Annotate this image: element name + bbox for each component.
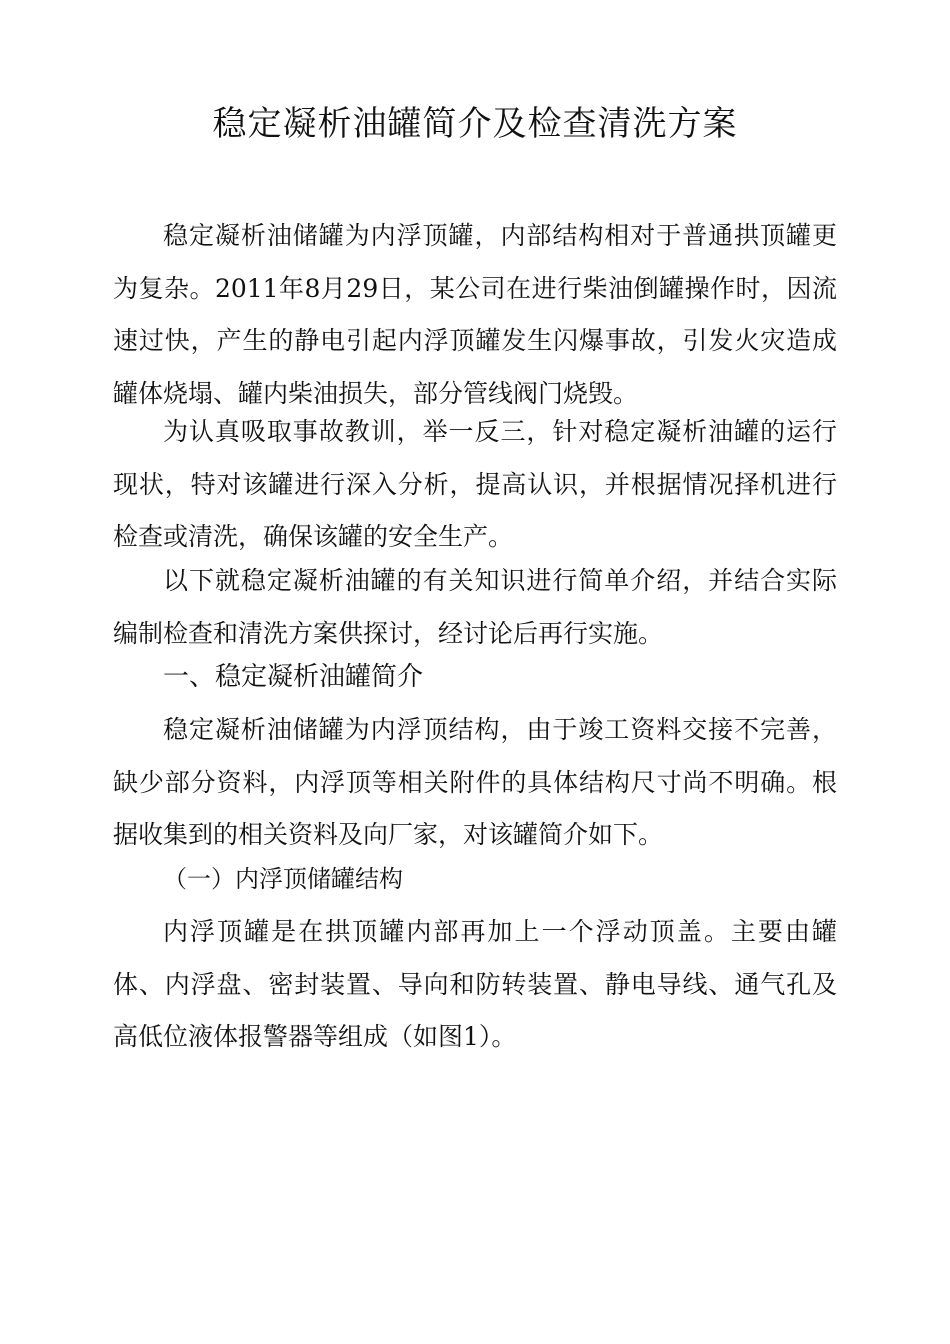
document-title: 稳定凝析油罐简介及检查清洗方案 [212, 104, 738, 144]
paragraph-tank-structure: 内浮顶罐是在拱顶罐内部再加上一个浮动顶盖。主要由罐体、内浮盘、密封装置、导向和防转装置、静电导线、通气孔及高低位液体报警器等组成（如图1）。 [113, 917, 837, 1051]
subsection-heading-1: （一）内浮顶储罐结构 [163, 865, 403, 893]
paragraph-tank-overview: 稳定凝析油储罐为内浮顶结构，由于竣工资料交接不完善，缺少部分资料，内浮顶等相关附件的具体结构尺寸尚不明确。根据收集到的相关资料及向厂家，对该罐简介如下。 [113, 715, 837, 849]
paragraph-introduction: 以下就稳定凝析油罐的有关知识进行简单介绍，并结合实际编制检查和清洗方案供探讨，经讨论后再行实施。 [113, 566, 837, 648]
paragraph-lessons: 为认真吸取事故教训，举一反三，针对稳定凝析油罐的运行现状，特对该罐进行深入分析，提高认识，并根据情况择机进行检查或清洗，确保该罐的安全生产。 [113, 417, 837, 551]
section-heading-1: 一、稳定凝析油罐简介 [163, 662, 424, 692]
paragraph-accident-background: 稳定凝析油储罐为内浮顶罐，内部结构相对于普通拱顶罐更为复杂。2011年8月29日，某公司在进行柴油倒罐操作时，因流速过快，产生的静电引起内浮顶罐发生闪爆事故，引发火灾造成罐体烧塌、罐内柴油损失，部分管线阀门烧毁。 [113, 221, 837, 408]
